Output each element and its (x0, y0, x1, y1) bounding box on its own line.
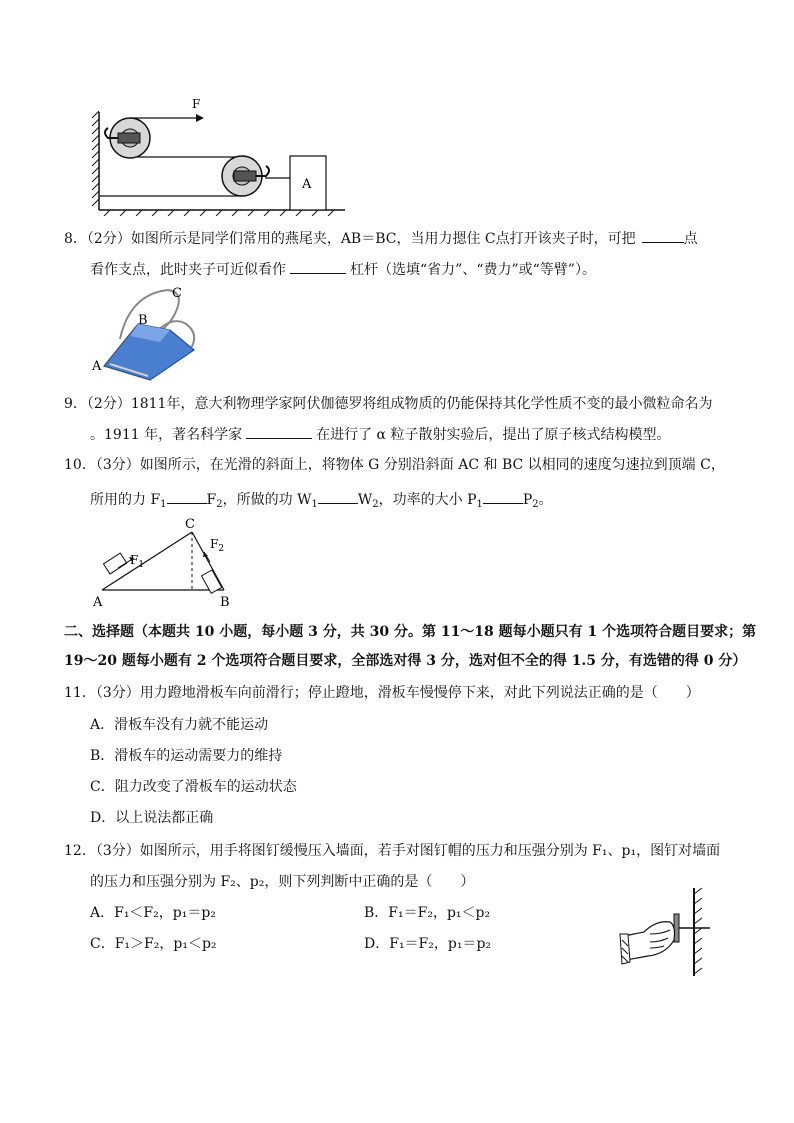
clip-label-a: A (92, 359, 102, 374)
q10-blank2[interactable] (318, 489, 358, 504)
q12-option-c[interactable]: C．F₁＞F₂，p₁＜p₂ (90, 936, 217, 952)
q11-option-c[interactable]: C．阻力改变了滑板车的运动状态 (90, 779, 297, 795)
q10-blank1[interactable] (167, 489, 207, 504)
q12-line2: 的压力和压强分别为 F₂、p₂，则下列判断中正确的是（ ） (90, 874, 475, 890)
fig7-label-f: F (192, 97, 201, 111)
q8-blank2[interactable] (290, 259, 346, 274)
q11-option-a[interactable]: A．滑板车没有力就不能运动 (90, 717, 269, 733)
q8-line1: 8．（2分）如图所示是同学们常用的燕尾夹，AB＝BC，当用力摁住 C点打开该夹子时，可把 点 (64, 228, 698, 249)
clip-label-b: B (138, 313, 148, 328)
q8-blank1[interactable] (642, 228, 684, 243)
clip-label-c: C (172, 286, 182, 301)
q9-line2: 。1911 年，著名科学家 在进行了 α 粒子散射实验后，提出了原子核式结构模型。 (90, 424, 670, 445)
q8-line2: 看作支点，此时夹子可近似看作 杠杆（选填“省力”、“费力”或“等臂”）。 (90, 259, 596, 280)
incline-label-b: B (220, 595, 230, 610)
section2-line1: 二、选择题（本题共 10 小题，每小题 3 分，共 30 分。第 11～18 题每小题只有 1 个选项符合题目要求；第 (64, 624, 757, 640)
q11-stem: 11．（3分）用力蹬地滑板车向前滑行；停止蹬地，滑板车慢慢停下来，对此下列说法正确的是（ ） (64, 685, 700, 701)
incline-figure (90, 516, 250, 610)
incline-label-a: A (93, 595, 103, 610)
incline-label-f1: $F_1$ (130, 553, 145, 570)
binder-clip-figure (90, 284, 210, 384)
incline-label-f2: $F_2$ (210, 537, 225, 554)
thumbtack-figure (614, 884, 724, 980)
pulley-figure (90, 92, 350, 216)
q12-line1: 12．（3分）如图所示，用手将图钉缓慢压入墙面，若手对图钉帽的压力和压强分别为 F₁、p₁，图钉对墙面 (64, 843, 721, 859)
fig7-label-a: A (302, 177, 312, 192)
q10-line1: 10．（3分）如图所示，在光滑的斜面上，将物体 G 分别沿斜面 AC 和 BC 以相同的速度匀速拉到顶端 C， (64, 457, 725, 473)
q10-line2: 所用的力 $F_1$ $F_2$，所做的功 $W_1$ $W_2$，功率的大小 $P_1$ $P_2$。 (90, 489, 553, 515)
q12-option-a[interactable]: A．F₁＜F₂，p₁＝p₂ (90, 905, 216, 921)
q11-option-d[interactable]: D．以上说法都正确 (90, 810, 214, 826)
q9-blank[interactable] (246, 424, 312, 439)
section2-line2: 19～20 题每小题有 2 个选项符合题目要求，全部选对得 3 分，选对但不全的得 1.5 分，有选错的得 0 分） (64, 653, 747, 669)
q9-line1: 9．（2分）1811年，意大利物理学家阿伏伽德罗将组成物质的仍能保持其化学性质不变的最小微粒命名为 (64, 396, 713, 412)
incline-label-c: C (185, 517, 195, 532)
q11-option-b[interactable]: B．滑板车的运动需要力的维持 (90, 748, 283, 764)
q12-option-d[interactable]: D．F₁＝F₂，p₁＝p₂ (364, 936, 492, 952)
q12-option-b[interactable]: B．F₁＝F₂，p₁＜p₂ (364, 905, 491, 921)
q10-blank3[interactable] (483, 489, 523, 504)
